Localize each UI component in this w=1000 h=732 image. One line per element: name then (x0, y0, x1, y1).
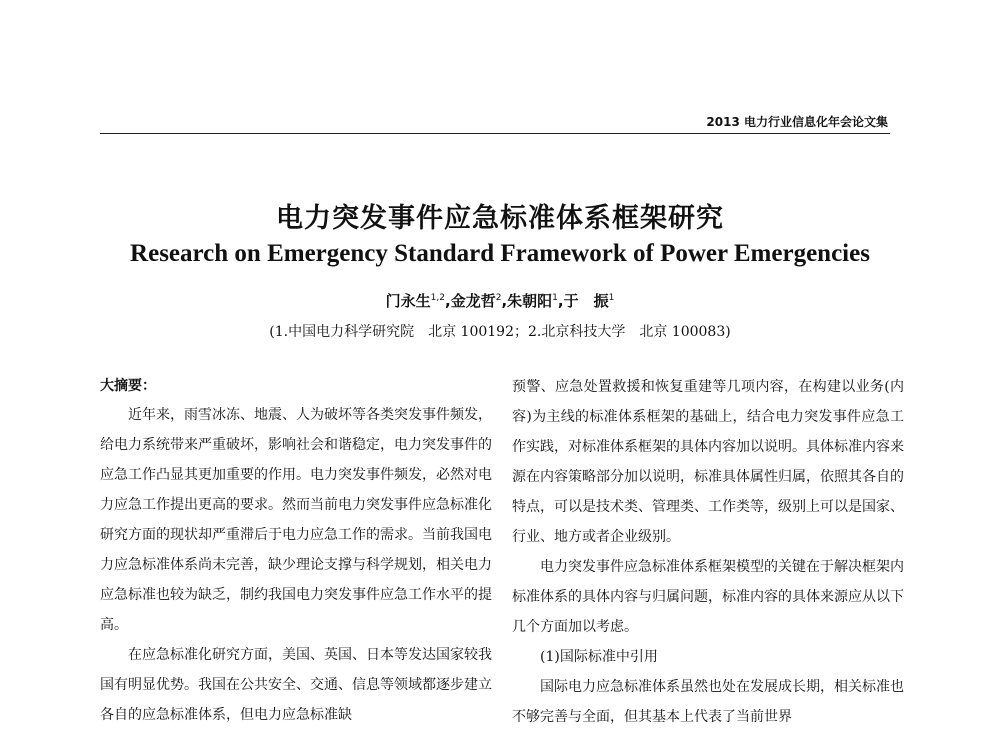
paragraph: 电力突发事件应急标准体系框架模型的关键在于解决框架内标准体系的具体内容与归属问题，标准内容的具体来源应从以下几个方面加以考虑。 (512, 559, 904, 635)
author-separator: , (557, 292, 564, 310)
author-affil-mark: 1 (552, 293, 558, 303)
title-english: Research on Emergency Standard Framework of Power Emergencies (130, 240, 870, 267)
author-name: 朱朝阳 (507, 292, 553, 310)
running-header: 2013 电力行业信息化年会论文集 (706, 115, 888, 129)
section-heading: (1)国际标准中引用 (540, 649, 658, 665)
paragraph: 近年来，雨雪冰冻、地震、人为破坏等各类突发事件频发，给电力系统带来严重破坏，影响社会和谐稳定，电力突发事件的应急工作凸显其更加重要的作用。电力突发事件频发，必然对电力应急工作提出更高的要求。然而当前电力突发事件应急标准化研究方面的现状却严重滞后于电力应急工作的需求。当前我国电力应急标准体系尚未完善，缺少理论支撑与科学规划，相关电力应急标准也较为缺乏，制约我国电力突发事件应急工作水平的提高。 (100, 407, 492, 633)
author-name: 金龙哲 (450, 292, 496, 310)
abstract-label: 大摘要： (100, 378, 156, 394)
author-affil-mark: 2 (495, 293, 502, 303)
header-rule (100, 133, 890, 134)
author-separator: , (501, 292, 508, 310)
paragraph: 预警、应急处置救援和恢复重建等几项内容，在构建以业务(内容)为主线的标准体系框架的基础上，结合电力突发事件应急工作实践，对标准体系框架的具体内容加以说明。具体标准内容来源在内容策略部分加以说明，标准具体属性归属，依照其各自的特点，可以是技术类、管理类、工作类等，级别上可以是国家、行业、地方或者企业级别。 (512, 379, 904, 545)
right-column (512, 372, 904, 732)
paragraph: 国际电力应急标准体系虽然也处在发展成长期，相关标准也不够完善与全面，但其基本上代表了当前世界 (512, 679, 904, 725)
author-affil-mark: 1,2 (430, 293, 445, 303)
title-chinese: 电力突发事件应急标准体系框架研究 (276, 203, 724, 234)
author-name: 门永生 (385, 292, 431, 310)
author-affil-mark: 1 (608, 293, 615, 303)
left-column (100, 372, 492, 730)
affiliation: (1.中国电力科学研究院 北京 100192；2.北京科技大学 北京 100083) (269, 324, 731, 340)
author-separator: , (444, 292, 451, 310)
author-name: 于 振 (563, 292, 609, 310)
author-list (0, 290, 1000, 311)
paragraph: 在应急标准化研究方面，美国、英国、日本等发达国家较我国有明显优势。我国在公共安全、交通、信息等领域都逐步建立各自的应急标准体系，但电力应急标准缺 (100, 647, 492, 723)
